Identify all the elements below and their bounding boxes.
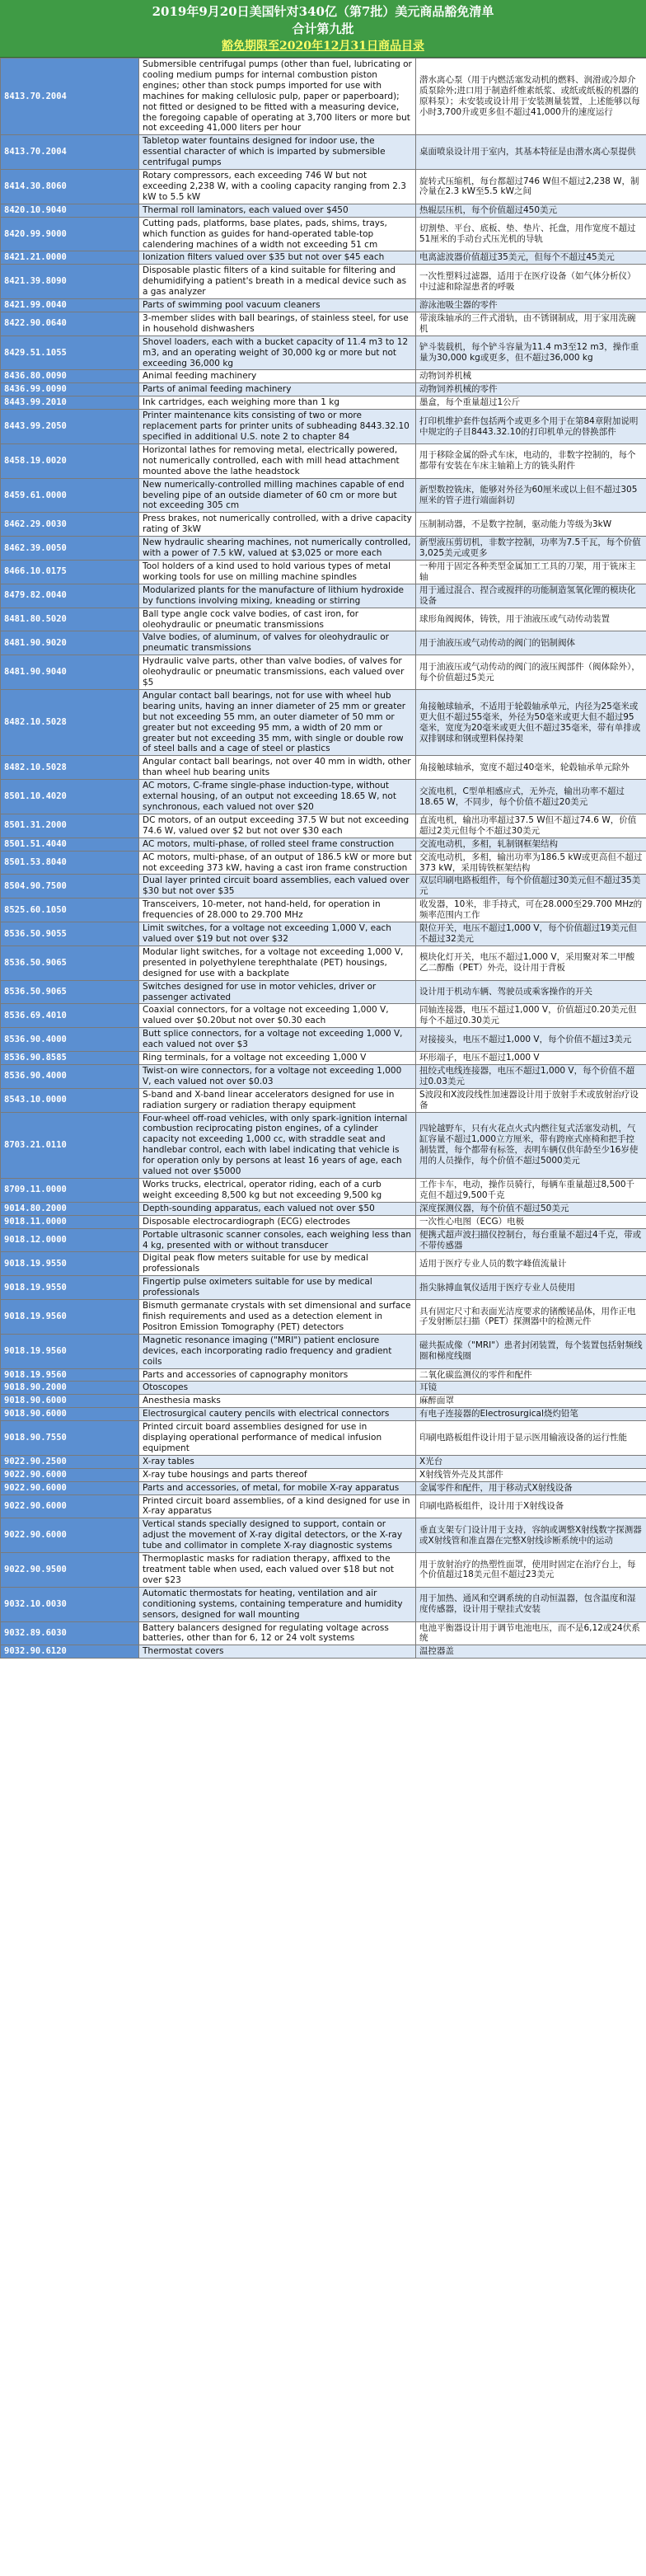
table-row xyxy=(1,1228,646,1252)
chinese-description-cell: 同轴连接器，电压不超过1,000 V，价值超过0.20美元但每个不超过0.30美元 xyxy=(416,1004,646,1028)
table-row xyxy=(1,1300,646,1335)
hts-code-cell: 9018.19.9560 xyxy=(1,1334,139,1368)
chinese-description-cell: 工作卡车，电动，操作员骑行，每辆车重量超过8,500千克但不超过9,500千克 xyxy=(416,1179,646,1203)
hts-code-cell: 9022.90.6000 xyxy=(1,1494,139,1518)
hts-code-cell: 8536.90.8585 xyxy=(1,1052,139,1065)
chinese-description-cell: 用于油液压或气动传动的阀门的铝制阀体 xyxy=(416,631,646,655)
table-row xyxy=(1,875,646,899)
english-description-cell: Ball type angle cock valve bodies, of cast iron, for oleohydraulic or pneumatic transmissions xyxy=(139,608,416,631)
hts-code-cell: 8536.50.9065 xyxy=(1,945,139,980)
chinese-description-cell: 球形角阀阀体，铸铁，用于油液压或气动传动装置 xyxy=(416,608,646,631)
english-description-cell: Submersible centrifugal pumps (other than fuel, lubricating or cooling medium pumps for internal combustion piston engines; other than stock pumps imported for use with machines for making cellulosic pulp, paper or paperboard); not fitted or designed to be fitted with a measuring device, the foregoing capable of operating at 3,700 liters or more but not exceeding 41,000 liters per hour xyxy=(139,59,416,135)
chinese-description-cell: 游泳池吸尘器的零件 xyxy=(416,299,646,312)
english-description-cell: Tool holders of a kind used to hold various types of metal working tools for use on milling machine spindles xyxy=(139,560,416,584)
hts-code-cell: 8429.51.1055 xyxy=(1,335,139,370)
chinese-description-cell: 角接触球轴承，宽度不超过40毫米，轮毂轴承单元除外 xyxy=(416,756,646,780)
english-description-cell: Modular light switches, for a voltage not exceeding 1,000 V, presented in polyethylene terephthalate (PET) housings, designed for use with a backplate xyxy=(139,945,416,980)
english-description-cell: Printed circuit board assemblies designed for use in displaying operational performance of medical infusion equipment xyxy=(139,1421,416,1456)
hts-code-cell: 8414.30.8060 xyxy=(1,170,139,204)
hts-code-cell: 9032.90.6120 xyxy=(1,1645,139,1659)
chinese-description-cell: 垂直支架专门设计用于支持，容纳或调整X射线数字探测器或X射线管和准直器在完整X射线诊断系统中的运动 xyxy=(416,1518,646,1553)
hts-code-cell: 8458.19.0020 xyxy=(1,443,139,478)
table-row xyxy=(1,1334,646,1368)
chinese-description-cell: 便携式超声波扫描仪控制台，每台重量不超过4千克，带或不带传感器 xyxy=(416,1228,646,1252)
hts-code-cell: 8420.99.9000 xyxy=(1,217,139,251)
hts-code-cell: 8413.70.2004 xyxy=(1,135,139,170)
hts-code-cell: 8536.90.4000 xyxy=(1,1064,139,1088)
chinese-description-cell: 用于移除金属的卧式车床，电动的，非数字控制的，每个都带有安装在车床主轴箱上方的铣头附件 xyxy=(416,443,646,478)
english-description-cell: Dual layer printed circuit board assemblies, each valued over $30 but not over $35 xyxy=(139,875,416,899)
english-description-cell: Thermostat covers xyxy=(139,1645,416,1659)
chinese-description-cell: 设计用于机动车辆、驾驶员或乘客操作的开关 xyxy=(416,980,646,1004)
table-row xyxy=(1,204,646,217)
table-row xyxy=(1,1553,646,1588)
english-description-cell: Ink cartridges, each weighing more than 1 kg xyxy=(139,396,416,410)
chinese-description-cell: 带滚珠轴承的三件式滑轨，由不锈钢制成，用于家用洗碗机 xyxy=(416,312,646,335)
chinese-description-cell: X光台 xyxy=(416,1455,646,1468)
english-description-cell: AC motors, C-frame single-phase induction-type, without external housing, of an output not exceeding 18.65 W, not synchronous, each valued not over $20 xyxy=(139,780,416,814)
chinese-description-cell: 麻醉面罩 xyxy=(416,1395,646,1408)
table-row xyxy=(1,814,646,838)
chinese-description-cell: 扭绞式电线连接器，电压不超过1,000 V，每个价值不超过0.03美元 xyxy=(416,1064,646,1088)
table-row xyxy=(1,1215,646,1228)
hts-code-cell: 8481.90.9040 xyxy=(1,655,139,690)
table-row xyxy=(1,1028,646,1052)
hts-code-cell: 8413.70.2004 xyxy=(1,59,139,135)
english-description-cell: Anesthesia masks xyxy=(139,1395,416,1408)
hts-code-cell: 9018.90.7550 xyxy=(1,1421,139,1456)
hts-code-cell: 9032.89.6030 xyxy=(1,1621,139,1645)
chinese-description-cell: 磁共振成像（"MRI"）患者封闭装置，每个装置包括射频线圈和梯度线圈 xyxy=(416,1334,646,1368)
english-description-cell: Horizontal lathes for removing metal, electrically powered, not numerically controlled, each with mill head attachment mounted above the lathe headstock xyxy=(139,443,416,478)
hts-code-cell: 9022.90.2500 xyxy=(1,1455,139,1468)
chinese-description-cell: 印刷电路板组件，设计用于X射线设备 xyxy=(416,1494,646,1518)
hts-code-cell: 8443.99.2050 xyxy=(1,410,139,444)
english-description-cell: AC motors, multi-phase, of rolled steel frame construction xyxy=(139,838,416,851)
table-row xyxy=(1,312,646,335)
hts-code-cell: 8481.80.5020 xyxy=(1,608,139,631)
chinese-description-cell: 用于加热、通风和空调系统的自动恒温器，包含温度和湿度传感器，设计用于壁挂式安装 xyxy=(416,1587,646,1621)
table-row xyxy=(1,370,646,383)
english-description-cell: Hydraulic valve parts, other than valve bodies, of valves for oleohydraulic or pneumatic transmissions, each valued over $5 xyxy=(139,655,416,690)
table-row xyxy=(1,513,646,537)
exclusion-deadline: 豁免期限至2020年12月31日商品目录 xyxy=(222,40,424,53)
table-row xyxy=(1,1052,646,1065)
table-row xyxy=(1,560,646,584)
english-description-cell: Angular contact ball bearings, not over 40 mm in width, other than wheel hub bearing units xyxy=(139,756,416,780)
table-row xyxy=(1,899,646,922)
hts-code-cell: 8462.29.0030 xyxy=(1,513,139,537)
table-row xyxy=(1,689,646,755)
english-description-cell: New numerically-controlled milling machines capable of end beveling pipe of an outside diameter of 60 cm or more but not exceeding 305 cm xyxy=(139,478,416,513)
hts-code-cell: 8501.10.4020 xyxy=(1,780,139,814)
english-description-cell: Printed circuit board assemblies, of a kind designed for use in X-ray apparatus xyxy=(139,1494,416,1518)
chinese-description-cell: 新型液压剪切机，非数字控制，功率为7.5千瓦，每个价值3,025美元或更多 xyxy=(416,537,646,561)
table-row xyxy=(1,1276,646,1300)
document-title: 2019年9月20日美国针对340亿（第7批）美元商品豁免清单 xyxy=(152,4,494,19)
table-row xyxy=(1,265,646,299)
chinese-description-cell: 一次性心电图（ECG）电极 xyxy=(416,1215,646,1228)
english-description-cell: Ring terminals, for a voltage not exceeding 1,000 V xyxy=(139,1052,416,1065)
table-row xyxy=(1,170,646,204)
chinese-description-cell: 旋转式压缩机，每台都超过746 W但不超过2,238 W，制冷量在2.3 kW至5.5 kW之间 xyxy=(416,170,646,204)
hts-code-cell: 9022.90.6000 xyxy=(1,1481,139,1494)
english-description-cell: Modularized plants for the manufacture of lithium hydroxide by functions involving mixing, kneading or stirring xyxy=(139,584,416,608)
table-row xyxy=(1,537,646,561)
batch-subtitle: 合计第九批 xyxy=(292,21,354,36)
hts-code-cell: 8536.69.4010 xyxy=(1,1004,139,1028)
table-row xyxy=(1,756,646,780)
english-description-cell: Parts of animal feeding machinery xyxy=(139,383,416,396)
hts-code-cell: 9018.90.6000 xyxy=(1,1408,139,1421)
english-description-cell: Automatic thermostats for heating, ventilation and air conditioning systems, containing temperature and humidity sensors, designed for wall mounting xyxy=(139,1587,416,1621)
table-row xyxy=(1,410,646,444)
english-description-cell: Otoscopes xyxy=(139,1382,416,1395)
hts-code-cell: 8525.60.1050 xyxy=(1,899,139,922)
english-description-cell: Coaxial connectors, for a voltage not exceeding 1,000 V, valued over $0.20but not over $0.30 each xyxy=(139,1004,416,1028)
chinese-description-cell: 交流电机，C型单相感应式，无外壳，输出功率不超过18.65 W，不同步，每个价值不超过20美元 xyxy=(416,780,646,814)
table-row xyxy=(1,1481,646,1494)
hts-code-cell: 8501.53.8040 xyxy=(1,851,139,875)
hts-code-cell: 8443.99.2010 xyxy=(1,396,139,410)
chinese-description-cell: S波段和X波段线性加速器设计用于放射手术或放射治疗设备 xyxy=(416,1088,646,1112)
chinese-description-cell: 印刷电路板组件设计用于显示医用输液设备的运行性能 xyxy=(416,1421,646,1456)
table-row xyxy=(1,780,646,814)
english-description-cell: Thermal roll laminators, each valued over $450 xyxy=(139,204,416,217)
english-description-cell: Electrosurgical cautery pencils with electrical connectors xyxy=(139,1408,416,1421)
chinese-description-cell: 对接接头，电压不超过1,000 V，每个价值不超过3美元 xyxy=(416,1028,646,1052)
document-header xyxy=(0,0,646,58)
chinese-description-cell: X射线管外壳及其部件 xyxy=(416,1468,646,1481)
hts-code-cell: 9022.90.9500 xyxy=(1,1553,139,1588)
english-description-cell: Shovel loaders, each with a bucket capacity of 11.4 m3 to 12 m3, and an operating weight of 30,000 kg or more but not exceeding 36,000 kg xyxy=(139,335,416,370)
chinese-description-cell: 有电子连接器的Electrosurgical烧灼铅笔 xyxy=(416,1408,646,1421)
table-row xyxy=(1,1395,646,1408)
english-description-cell: Tabletop water fountains designed for indoor use, the essential character of which is imparted by submersible centrifugal pumps xyxy=(139,135,416,170)
hts-code-cell: 8536.50.9065 xyxy=(1,980,139,1004)
table-row xyxy=(1,1202,646,1215)
chinese-description-cell: 具有固定尺寸和表面光洁度要求的锗酸铋晶体，用作正电子发射断层扫描（PET）探测器中的检测元件 xyxy=(416,1300,646,1335)
chinese-description-cell: 铲斗装载机，每个铲斗容量为11.4 m3至12 m3，操作重量为30,000 kg或更多，但不超过36,000 kg xyxy=(416,335,646,370)
hts-code-cell: 9018.11.0000 xyxy=(1,1215,139,1228)
table-row xyxy=(1,1468,646,1481)
hts-code-cell: 8703.21.0110 xyxy=(1,1112,139,1178)
english-description-cell: Press brakes, not numerically controlled, with a drive capacity rating of 3kW xyxy=(139,513,416,537)
hts-code-cell: 8501.51.4040 xyxy=(1,838,139,851)
chinese-description-cell: 角接触球轴承，不适用于轮毂轴承单元，内径为25毫米或更大但不超过55毫米，外径为50毫米或更大但不超过95毫米，宽度为20毫米或更大但不超过35毫米，带有单排或双排钢球和钢或塑料保持架 xyxy=(416,689,646,755)
hts-code-cell: 8459.61.0000 xyxy=(1,478,139,513)
table-row xyxy=(1,335,646,370)
table-row xyxy=(1,383,646,396)
table-row xyxy=(1,1179,646,1203)
table-row xyxy=(1,584,646,608)
chinese-description-cell: 金属零件和配件，用于移动式X射线设备 xyxy=(416,1481,646,1494)
table-row xyxy=(1,838,646,851)
english-description-cell: Digital peak flow meters suitable for use by medical professionals xyxy=(139,1252,416,1276)
table-row xyxy=(1,1408,646,1421)
chinese-description-cell: 一种用于固定各种类型金属加工工具的刀架，用于铣床主轴 xyxy=(416,560,646,584)
hts-code-cell: 8466.10.0175 xyxy=(1,560,139,584)
hts-code-cell: 9018.12.0000 xyxy=(1,1228,139,1252)
chinese-description-cell: 温控器盖 xyxy=(416,1645,646,1659)
chinese-description-cell: 用于油液压或气动传动的阀门的液压阀部件（阀体除外），每个价值超过5美元 xyxy=(416,655,646,690)
hts-code-cell: 9018.90.2000 xyxy=(1,1382,139,1395)
exclusion-table xyxy=(0,58,646,1659)
chinese-description-cell: 收发器，10米，非手持式，可在28.000至29.700 MHz的频率范围内工作 xyxy=(416,899,646,922)
table-row xyxy=(1,1645,646,1659)
chinese-description-cell: 二氧化碳监测仪的零件和配件 xyxy=(416,1368,646,1382)
table-row xyxy=(1,1112,646,1178)
hts-code-cell: 9018.19.9560 xyxy=(1,1368,139,1382)
english-description-cell: Transceivers, 10-meter, not hand-held, for operation in frequencies of 28.000 to 29.700 MHz xyxy=(139,899,416,922)
table-row xyxy=(1,945,646,980)
english-description-cell: Parts of swimming pool vacuum cleaners xyxy=(139,299,416,312)
hts-code-cell: 8436.80.0090 xyxy=(1,370,139,383)
english-description-cell: New hydraulic shearing machines, not numerically controlled, with a power of 7.5 kW, valued at $3,025 or more each xyxy=(139,537,416,561)
table-row xyxy=(1,1494,646,1518)
english-description-cell: Butt splice connectors, for a voltage not exceeding 1,000 V, each valued not over $3 xyxy=(139,1028,416,1052)
chinese-description-cell: 四轮越野车，只有火花点火式内燃往复式活塞发动机，气缸容量不超过1,000立方厘米，带有跨座式座椅和把手控制装置，每个都带有标签，表明车辆仅供年龄至少16岁使用的人员操作，每个价值不超过5000美元 xyxy=(416,1112,646,1178)
english-description-cell: Portable ultrasonic scanner consoles, each weighing less than 4 kg, presented with or without transducer xyxy=(139,1228,416,1252)
english-description-cell: Printer maintenance kits consisting of two or more replacement parts for printer units of subheading 8443.32.10 specified in additional U.S. note 2 to chapter 84 xyxy=(139,410,416,444)
chinese-description-cell: 压制制动器，不是数字控制，驱动能力等级为3kW xyxy=(416,513,646,537)
table-row xyxy=(1,980,646,1004)
english-description-cell: Ionization filters valued over $35 but not over $45 each xyxy=(139,251,416,265)
chinese-description-cell: 用于通过混合、捏合或搅拌的功能制造氢氧化锂的模块化设备 xyxy=(416,584,646,608)
english-description-cell: Parts and accessories, of metal, for mobile X-ray apparatus xyxy=(139,1481,416,1494)
hts-code-cell: 8421.39.8090 xyxy=(1,265,139,299)
english-description-cell: Bismuth germanate crystals with set dimensional and surface finish requirements and used as a detection element in Positron Emission Tomography (PET) detectors xyxy=(139,1300,416,1335)
table-row xyxy=(1,922,646,946)
table-row xyxy=(1,1088,646,1112)
chinese-description-cell: 潜水离心泵（用于内燃活塞发动机的燃料、润滑或冷却介质泵除外;进口用于制造纤维素纸浆、或纸或纸板的机器的原料泵）；未安装或设计用于安装测量装置，上述能够以每小时3,700升或更多但不超过41,000升的速度运行 xyxy=(416,59,646,135)
hts-code-cell: 8420.10.9040 xyxy=(1,204,139,217)
english-description-cell: Works trucks, electrical, operator riding, each of a curb weight exceeding 8,500 kg but not exceeding 9,500 kg xyxy=(139,1179,416,1203)
chinese-description-cell: 打印机维护套件包括两个或更多个用于在第84章附加说明中规定的子目8443.32.10的打印机单元的替换部件 xyxy=(416,410,646,444)
chinese-description-cell: 交流电动机，多相，输出功率为186.5 kW或更高但不超过373 kW，采用铸铁框架结构 xyxy=(416,851,646,875)
table-row xyxy=(1,1382,646,1395)
table-row xyxy=(1,443,646,478)
chinese-description-cell: 电离滤波器价值超过35美元，但每个不超过45美元 xyxy=(416,251,646,265)
english-description-cell: Rotary compressors, each exceeding 746 W but not exceeding 2,238 W, with a cooling capacity ranging from 2.3 kW to 5.5 kW xyxy=(139,170,416,204)
english-description-cell: Cutting pads, platforms, base plates, pads, shims, trays, which function as guides for hand-operated table-top calendering machines of a width not exceeding 51 cm xyxy=(139,217,416,251)
english-description-cell: Twist-on wire connectors, for a voltage not exceeding 1,000 V, each valued not over $0.03 xyxy=(139,1064,416,1088)
chinese-description-cell: 环形端子，电压不超过1,000 V xyxy=(416,1052,646,1065)
chinese-description-cell: 模块化灯开关，电压不超过1,000 V，采用聚对苯二甲酸乙二醇酯（PET）外壳，设计用于背板 xyxy=(416,945,646,980)
table-row xyxy=(1,1621,646,1645)
chinese-description-cell: 适用于医疗专业人员的数字峰值流量计 xyxy=(416,1252,646,1276)
table-row xyxy=(1,1252,646,1276)
hts-code-cell: 8482.10.5028 xyxy=(1,689,139,755)
chinese-description-cell: 一次性塑料过滤器，适用于在医疗设备（如气体分析仪）中过滤和除湿患者的呼吸 xyxy=(416,265,646,299)
hts-code-cell: 9018.90.6000 xyxy=(1,1395,139,1408)
table-row xyxy=(1,1587,646,1621)
table-row xyxy=(1,851,646,875)
chinese-description-cell: 动物饲养机械的零件 xyxy=(416,383,646,396)
hts-code-cell: 8536.90.4000 xyxy=(1,1028,139,1052)
english-description-cell: 3-member slides with ball bearings, of stainless steel, for use in household dishwashers xyxy=(139,312,416,335)
hts-code-cell: 8501.31.2000 xyxy=(1,814,139,838)
chinese-description-cell: 指尖脉搏血氧仪适用于医疗专业人员使用 xyxy=(416,1276,646,1300)
hts-code-cell: 9018.19.9550 xyxy=(1,1276,139,1300)
hts-code-cell: 8422.90.0640 xyxy=(1,312,139,335)
table-row xyxy=(1,396,646,410)
english-description-cell: Fingertip pulse oximeters suitable for use by medical professionals xyxy=(139,1276,416,1300)
table-row xyxy=(1,251,646,265)
english-description-cell: Four-wheel off-road vehicles, with only spark-ignition internal combustion reciprocating piston engines, of a cylinder capacity not exceeding 1,000 cc, with straddle seat and handlebar control, each with label indicating that vehicle is for operation only by persons at least 16 years of age, each valued not over $5000 xyxy=(139,1112,416,1178)
hts-code-cell: 9022.90.6000 xyxy=(1,1518,139,1553)
english-description-cell: Vertical stands specially designed to support, contain or adjust the movement of X-ray digital detectors, or the X-ray tube and collimator in complete X-ray diagnostic systems xyxy=(139,1518,416,1553)
hts-code-cell: 8421.21.0000 xyxy=(1,251,139,265)
chinese-description-cell: 动物饲养机械 xyxy=(416,370,646,383)
english-description-cell: Switches designed for use in motor vehicles, driver or passenger activated xyxy=(139,980,416,1004)
table-row xyxy=(1,608,646,631)
english-description-cell: Thermoplastic masks for radiation therapy, affixed to the treatment table when used, each valued over $18 but not over $23 xyxy=(139,1553,416,1588)
chinese-description-cell: 交流电动机，多相，轧制钢框架结构 xyxy=(416,838,646,851)
hts-code-cell: 9022.90.6000 xyxy=(1,1468,139,1481)
chinese-description-cell: 切割垫、平台、底板、垫、垫片、托盘，用作宽度不超过51厘米的手动台式压光机的导轨 xyxy=(416,217,646,251)
table-row xyxy=(1,478,646,513)
hts-code-cell: 8536.50.9055 xyxy=(1,922,139,946)
hts-code-cell: 8462.39.0050 xyxy=(1,537,139,561)
hts-code-cell: 8504.90.7500 xyxy=(1,875,139,899)
chinese-description-cell: 新型数控铣床，能够对外径为60厘米或以上但不超过305厘米的管子进行端面斜切 xyxy=(416,478,646,513)
english-description-cell: Valve bodies, of aluminum, of valves for oleohydraulic or pneumatic transmissions xyxy=(139,631,416,655)
hts-code-cell: 9032.10.0030 xyxy=(1,1587,139,1621)
table-row xyxy=(1,1455,646,1468)
english-description-cell: Animal feeding machinery xyxy=(139,370,416,383)
hts-code-cell: 8482.10.5028 xyxy=(1,756,139,780)
chinese-description-cell: 直流电机，输出功率超过37.5 W但不超过74.6 W，价值超过2美元但每个不超过30美元 xyxy=(416,814,646,838)
table-row xyxy=(1,135,646,170)
english-description-cell: Limit switches, for a voltage not exceeding 1,000 V, each valued over $19 but not over $32 xyxy=(139,922,416,946)
table-row xyxy=(1,1421,646,1456)
english-description-cell: X-ray tube housings and parts thereof xyxy=(139,1468,416,1481)
english-description-cell: AC motors, multi-phase, of an output of 186.5 kW or more but not exceeding 373 kW, having a cast iron frame construction xyxy=(139,851,416,875)
english-description-cell: Battery balancers designed for regulating voltage across batteries, other than for 6, 12 or 24 volt systems xyxy=(139,1621,416,1645)
chinese-description-cell: 桌面喷泉设计用于室内，其基本特征是由潜水离心泵提供 xyxy=(416,135,646,170)
english-description-cell: Disposable electrocardiograph (ECG) electrodes xyxy=(139,1215,416,1228)
table-row xyxy=(1,655,646,690)
chinese-description-cell: 耳镜 xyxy=(416,1382,646,1395)
english-description-cell: Disposable plastic filters of a kind suitable for filtering and dehumidifying a patient's breath in a medical device such as a gas analyzer xyxy=(139,265,416,299)
english-description-cell: Depth-sounding apparatus, each valued not over $50 xyxy=(139,1202,416,1215)
table-row xyxy=(1,1004,646,1028)
english-description-cell: S-band and X-band linear accelerators designed for use in radiation surgery or radiation therapy equipment xyxy=(139,1088,416,1112)
english-description-cell: Magnetic resonance imaging ("MRI") patient enclosure devices, each incorporating radio frequency and gradient coils xyxy=(139,1334,416,1368)
table-row xyxy=(1,299,646,312)
chinese-description-cell: 用于放射治疗的热塑性面罩，使用时固定在治疗台上，每个价值超过18美元但不超过23美元 xyxy=(416,1553,646,1588)
hts-code-cell: 8479.82.0040 xyxy=(1,584,139,608)
hts-code-cell: 8709.11.0000 xyxy=(1,1179,139,1203)
table-row xyxy=(1,1064,646,1088)
table-row xyxy=(1,59,646,135)
hts-code-cell: 9018.19.9560 xyxy=(1,1300,139,1335)
chinese-description-cell: 墨盒，每个重量超过1公斤 xyxy=(416,396,646,410)
table-row xyxy=(1,631,646,655)
english-description-cell: Parts and accessories of capnography monitors xyxy=(139,1368,416,1382)
hts-code-cell: 9018.19.9550 xyxy=(1,1252,139,1276)
table-row xyxy=(1,217,646,251)
table-row xyxy=(1,1368,646,1382)
chinese-description-cell: 深度探测仪器，每个价值不超过50美元 xyxy=(416,1202,646,1215)
english-description-cell: X-ray tables xyxy=(139,1455,416,1468)
hts-code-cell: 9014.80.2000 xyxy=(1,1202,139,1215)
chinese-description-cell: 双层印刷电路板组件，每个价值超过30美元但不超过35美元 xyxy=(416,875,646,899)
english-description-cell: Angular contact ball bearings, not for use with wheel hub bearing units, having an inner diameter of 25 mm or greater but not exceeding 55 mm, an outer diameter of 50 mm or greater but not exceeding 95 mm, a width of 20 mm or greater but not exceeding 35 mm, with single or double row of steel balls and a cage of steel or plastics xyxy=(139,689,416,755)
english-description-cell: DC motors, of an output exceeding 37.5 W but not exceeding 74.6 W, valued over $2 but not over $30 each xyxy=(139,814,416,838)
chinese-description-cell: 电池平衡器设计用于调节电池电压，而不是6,12或24伏系统 xyxy=(416,1621,646,1645)
chinese-description-cell: 限位开关，电压不超过1,000 V，每个价值超过19美元但不超过32美元 xyxy=(416,922,646,946)
hts-code-cell: 8481.90.9020 xyxy=(1,631,139,655)
hts-code-cell: 8421.99.0040 xyxy=(1,299,139,312)
hts-code-cell: 8543.10.0000 xyxy=(1,1088,139,1112)
table-row xyxy=(1,1518,646,1553)
chinese-description-cell: 热辊层压机，每个价值超过450美元 xyxy=(416,204,646,217)
hts-code-cell: 8436.99.0090 xyxy=(1,383,139,396)
